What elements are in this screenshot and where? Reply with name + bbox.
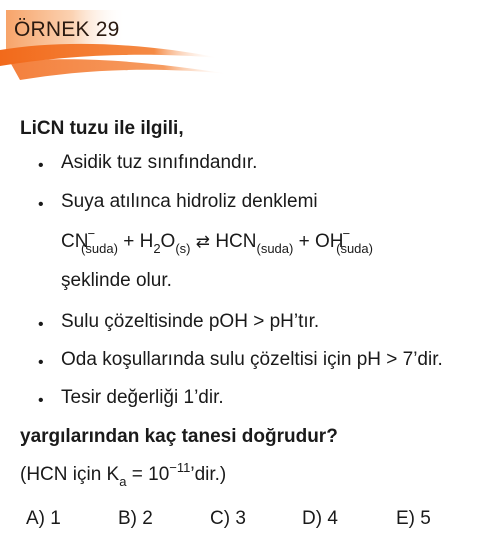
hcn-state: (suda): [256, 241, 294, 256]
hint-prefix: (HCN için K: [20, 464, 120, 485]
bullet-icon: •: [38, 392, 44, 409]
ka-subscript: a: [119, 474, 127, 489]
option-c[interactable]: C) 3: [210, 508, 246, 529]
plus-sign: +: [298, 231, 310, 252]
oh-ion: OH: [315, 231, 344, 252]
plus-sign: +: [123, 231, 135, 252]
statement-4: Oda koşullarında sulu çözeltisi için pH > 7’dir.: [61, 349, 443, 370]
bullet-icon: •: [38, 354, 44, 371]
example-label: ÖRNEK 29: [14, 18, 120, 41]
cn-ion: CN: [61, 231, 89, 252]
cn-charge: −: [87, 226, 96, 241]
ka-exponent: −11: [169, 460, 191, 475]
cn-state: (suda): [81, 241, 118, 256]
bullet-icon: •: [38, 196, 44, 213]
statement-2: Suya atılınca hidroliz denklemi: [61, 191, 318, 212]
banner-graphic: [0, 0, 260, 90]
hydrolysis-equation: [61, 226, 373, 256]
statement-3: Sulu çözeltisinde pOH > pH’tır.: [61, 311, 320, 332]
statement-5: Tesir değerliği 1’dir.: [61, 387, 224, 408]
h2o-h: H: [139, 231, 154, 252]
oh-state: (suda): [336, 241, 373, 256]
hint-equals: = 10: [131, 464, 170, 485]
question-heading: LiCN tuzu ile ilgili,: [20, 118, 184, 139]
option-b[interactable]: B) 2: [118, 508, 153, 529]
equilibrium-arrow-icon: ⇄: [195, 232, 211, 251]
example-banner: [0, 0, 260, 90]
h2o-state: (s): [175, 241, 191, 256]
ka-hint: [20, 460, 227, 489]
bullet-icon: •: [38, 157, 44, 174]
option-a[interactable]: A) 1: [26, 508, 61, 529]
oh-charge: −: [342, 226, 351, 241]
hint-suffix: ’dir.): [190, 464, 227, 485]
statement-1: Asidik tuz sınıfındandır.: [61, 152, 258, 173]
option-e[interactable]: E) 5: [396, 508, 431, 529]
h2o-o: O: [160, 231, 176, 252]
bullet-icon: •: [38, 316, 44, 333]
hcn-molecule: HCN: [215, 231, 257, 252]
h2o-subscript: 2: [153, 241, 161, 256]
question-prompt: yargılarından kaç tanesi doğrudur?: [20, 426, 338, 447]
option-d[interactable]: D) 4: [302, 508, 338, 529]
equation-suffix: şeklinde olur.: [61, 270, 172, 291]
